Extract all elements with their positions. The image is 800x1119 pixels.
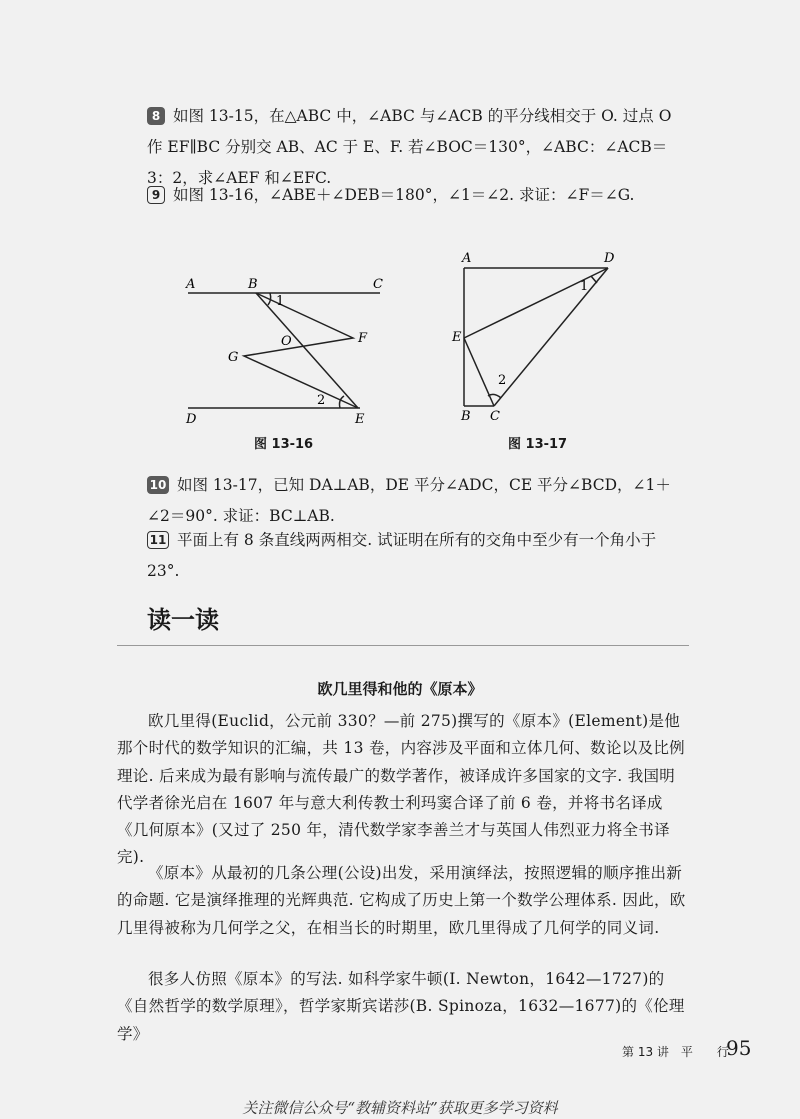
label-B: B xyxy=(248,277,258,292)
label-F: F xyxy=(358,331,368,346)
section-divider xyxy=(117,645,689,646)
section-title: 读一读 xyxy=(147,606,219,634)
article-paragraph: 很多人仿照《原本》的写法. 如科学家牛顿(I. Newton，1642—1727)的《自然哲学的数学原理》，哲学家斯宾诺莎(B. Spinoza，1632—1677)的《伦理学》 xyxy=(117,970,685,1043)
problem-number-badge: 10 xyxy=(147,476,169,494)
label-angle-1: 1 xyxy=(580,279,589,294)
label-C: C xyxy=(373,277,383,292)
label-angle-2: 2 xyxy=(317,393,326,408)
problem-number-badge: 11 xyxy=(147,531,169,549)
article-title: 欧几里得和他的《原本》 xyxy=(317,680,483,698)
label-B: B xyxy=(461,409,471,424)
figure-13-17 xyxy=(450,248,620,428)
problem-number-badge: 8 xyxy=(147,107,165,125)
problem-text: 平面上有 8 条直线两两相交. 试证明在所有的交角中至少有一个角小于 23°. xyxy=(147,531,657,580)
page-number: 95 xyxy=(726,1036,752,1060)
figure-caption-13-16: 图 13-16 xyxy=(254,437,314,452)
problem-9 xyxy=(147,180,687,211)
label-D: D xyxy=(604,251,615,266)
problem-number-badge: 9 xyxy=(147,186,165,204)
article-paragraph: 欧几里得(Euclid，公元前 330？—前 275)撰写的《原本》(Element)是他那个时代的数学知识的汇编，共 13 卷，内容涉及平面和立体几何、数论以及比例理论. 后来成为最有影响与流传最广的数学著作，被译成许多国家的文字. 我国明代学者徐光启在 1607 年与意大利传教士利玛窦合译了前 6 卷，并将书名译成《几何原本》(又过了 250 年，清代数学家李善兰才与英国人伟烈亚力将全书译完). xyxy=(117,712,685,867)
label-angle-1: 1 xyxy=(276,294,285,309)
problem-10 xyxy=(147,470,687,532)
label-E: E xyxy=(452,330,462,345)
label-D: D xyxy=(186,412,197,427)
problem-11 xyxy=(147,525,687,587)
problem-text: 如图 13-15，在△ABC 中，∠ABC 与∠ACB 的平分线相交于 O. 过点 O 作 EF∥BC 分别交 AB、AC 于 E、F. 若∠BOC＝130°，∠ABC：∠ACB＝3：2，求∠AEF 和∠EFC. xyxy=(147,107,672,187)
problem-text: 如图 13-17，已知 DA⊥AB，DE 平分∠ADC，CE 平分∠BCD，∠1＋∠2＝90°. 求证：BC⊥AB. xyxy=(147,476,671,525)
figure-caption-13-17: 图 13-17 xyxy=(508,437,568,452)
label-G: G xyxy=(228,350,239,365)
label-A: A xyxy=(462,251,472,266)
article-paragraph: 《原本》从最初的几条公理(公设)出发，采用演绎法，按照逻辑的顺序推出新的命题. 它是演绎推理的光辉典范. 它构成了历史上第一个数学公理体系. 因此，欧几里得被称为几何学之父，在相当长的时期里，欧几里得成了几何学的同义词. xyxy=(117,864,686,937)
label-O: O xyxy=(281,334,292,349)
chapter-footer: 第 13 讲 平 行 xyxy=(622,1045,729,1059)
label-C: C xyxy=(490,409,500,424)
label-A: A xyxy=(186,277,196,292)
label-angle-2: 2 xyxy=(498,373,507,388)
watermark-text: 关注微信公众号“教辅资料站”获取更多学习资料 xyxy=(242,1099,558,1117)
problem-text: 如图 13-16，∠ABE＋∠DEB＝180°，∠1＝∠2. 求证：∠F＝∠G. xyxy=(173,186,635,204)
figure-13-16 xyxy=(180,270,390,460)
label-E: E xyxy=(355,412,365,427)
